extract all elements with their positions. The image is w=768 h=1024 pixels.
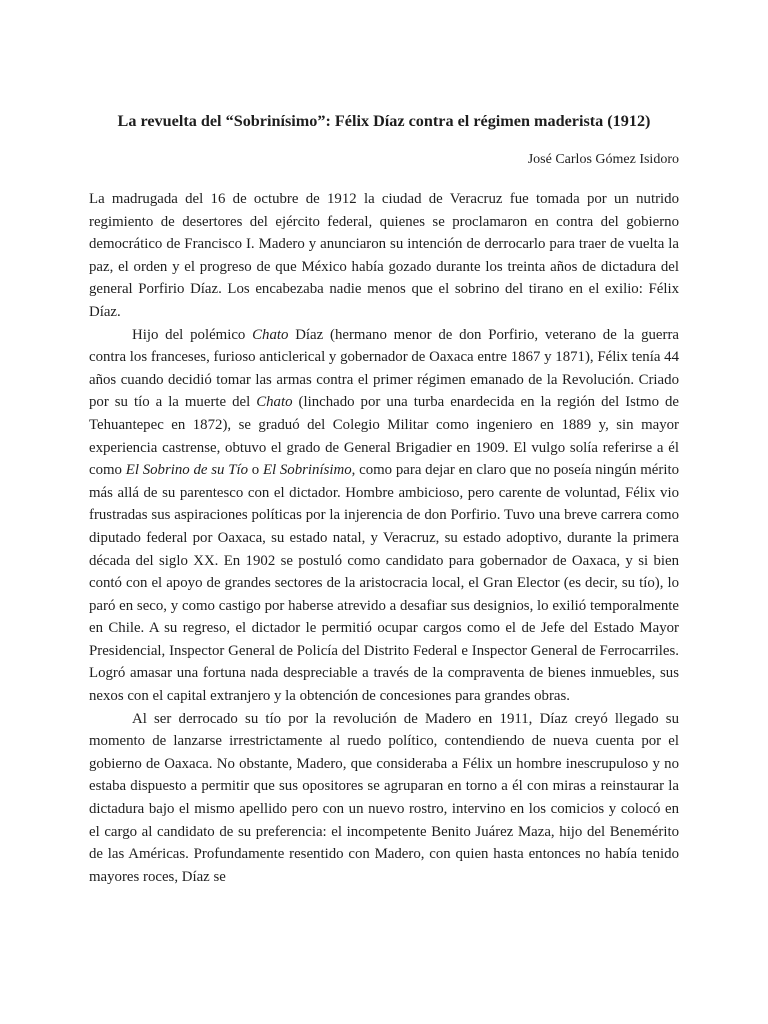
paragraph-2-italic-sobrinisimo: El Sobrinísimo bbox=[262, 462, 352, 479]
document-title: La revuelta del “Sobrinísimo”: Félix Díaz contra el régimen maderista (1912) bbox=[117, 112, 651, 130]
paragraph-2-italic-chato: Chato bbox=[252, 326, 289, 343]
paragraph-2-text-4: o bbox=[248, 462, 263, 479]
paragraph-2-text-5: , como para dejar en claro que no poseía ningún mérito más allá de su parentesco con el dictador. Hombre ambicioso, pero carente de voluntad, Félix vio frustradas sus aspiraciones políticas por la injerencia de don Porfirio. Tuvo una breve carrera como diputado federal por Oaxaca, su estado natal, y Veracruz, su estado adoptivo, durante la primera década del siglo XX. En 1902 se postuló como candidato para gobernador de Oaxaca, y si bien contó con el apoyo de grandes sectores de la aristocracia local, el Gran Elector (es decir, su tío), lo paró en seco, y como castigo por haberse atrevido a desafiar sus designios, lo exilió temporalmente en Chile. A su regreso, el dictador le permitió ocupar cargos como el de Jefe del Estado Mayor Presidencial, Inspector General de Policía del Distrito Federal e Inspector General de Ferrocarriles. Logró amasar una fortuna nada despreciable a través de la compraventa de bienes inmuebles, sus nexos con el capital extranjero y la obtención de concesiones para grandes obras. bbox=[89, 462, 679, 705]
paragraph-3: Al ser derrocado su tío por la revolución de Madero en 1911, Díaz creyó llegado su momento de lanzarse irrestrictamente al ruedo político, contendiendo de nueva cuenta por el gobierno de Oaxaca. No obstante, Madero, que consideraba a Félix un hombre inescrupuloso y no estaba dispuesto a permitir que sus opositores se agruparan en torno a él con miras a reinstaurar la dictadura bajo el mismo apellido pero con un nuevo rostro, intervino en los comicios y colocó en el cargo al candidato de su preferencia: el incompetente Benito Juárez Maza, hijo del Benemérito de las Américas. Profundamente resentido con Madero, con quien hasta entonces no había tenido mayores roces, Díaz se bbox=[89, 710, 679, 885]
paragraph-2-text-1: Hijo del polémico bbox=[132, 326, 253, 343]
paragraph-1: La madrugada del 16 de octubre de 1912 la ciudad de Veracruz fue tomada por un nutrido regimiento de desertores del ejército federal, quienes se proclamaron en contra del gobierno democrático de Francisco I. Madero y anunciaron su intención de derrocarlo para traer de vuelta la paz, el orden y el progreso de que México había gozado durante los treinta años de dictadura del general Porfirio Díaz. Los encabezaba nadie menos que el sobrino del tirano en el exilio: Félix Díaz. bbox=[89, 191, 679, 320]
paragraph-2 bbox=[89, 324, 679, 708]
document-body bbox=[89, 188, 679, 888]
document-page bbox=[89, 110, 679, 888]
paragraph-2-text-3: (linchado por una turba enardecida en la región del Istmo de Tehuantepec en 1872), se graduó del Colegio Militar como ingeniero en 1889 y, sin mayor experiencia castrense, obtuvo el grado de General Brigadier en 1909. El vulgo solía referirse a él como bbox=[89, 394, 680, 479]
paragraph-2-text-2: Díaz (hermano menor de don Porfirio, veterano de la guerra contra los franceses, furioso anticlerical y gobernador de Oaxaca entre 1867 y 1871), Félix tenía 44 años cuando decidió tomar las armas contra el primer régimen emanado de la Revolución. Criado por su tío a la muerte del bbox=[89, 326, 679, 411]
author-name: José Carlos Gómez Isidoro bbox=[527, 152, 679, 167]
paragraph-2-italic-chato-2: Chato bbox=[256, 394, 293, 411]
paragraph-2-italic-sobrino: El Sobrino de su Tío bbox=[125, 462, 248, 479]
